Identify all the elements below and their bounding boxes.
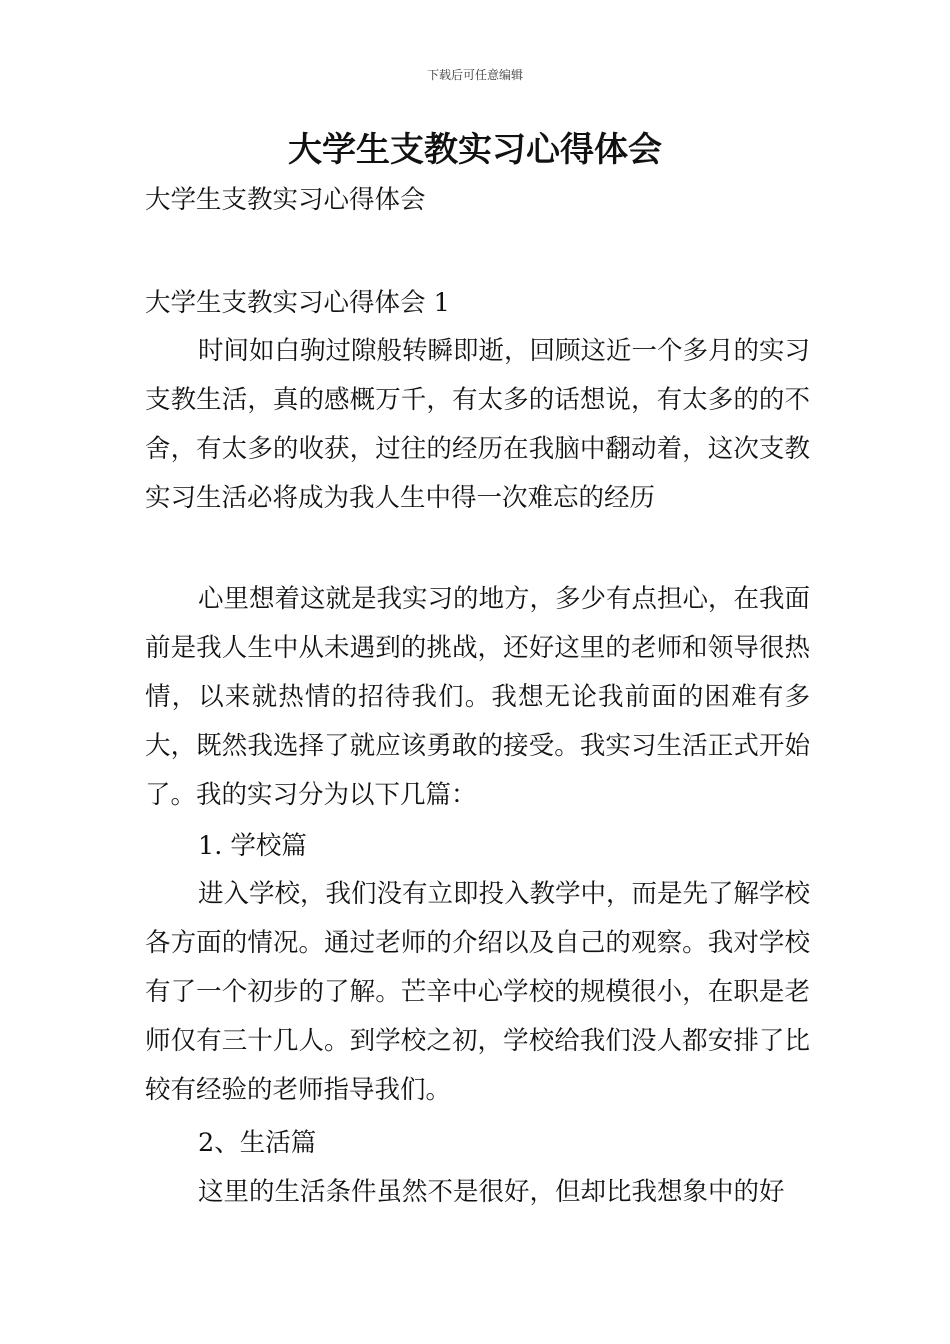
subheading-school: 1. 学校篇 xyxy=(198,831,307,861)
header-note: 下载后可任意编辑 xyxy=(426,68,523,82)
document-subtitle: 大学生支教实习心得体会 xyxy=(145,185,426,215)
paragraph-school: 进入学校，我们没有立即投入教学中，而是先了解学校各方面的情况。通过老师的介绍以及自己的观察。我对学校有了一个初步的了解。芒辛中心学校的规模很小，在职是老师仅有三十几人。到学校之初，学校给我们没人都安排了比较有经验的老师指导我们。 xyxy=(145,879,811,1105)
section-heading: 大学生支教实习心得体会 1 xyxy=(145,288,450,318)
subheading-life: 2、生活篇 xyxy=(198,1128,317,1158)
paragraph-arrival: 心里想着这就是我实习的地方，多少有点担心，在我面前是我人生中从未遇到的挑战，还好这里的老师和领导很热情，以来就热情的招待我们。我想无论我前面的困难有多大，既然我选择了就应该勇敢的接受。我实习生活正式开始了。我的实习分为以下几篇： xyxy=(145,584,811,810)
document-title: 大学生支教实习心得体会 xyxy=(288,130,662,170)
paragraph-intro: 时间如白驹过隙般转瞬即逝，回顾这近一个多月的实习支教生活，真的感概万千，有太多的话想说，有太多的的不舍，有太多的收获，过往的经历在我脑中翻动着，这次支教实习生活必将成为我人生中得一次难忘的经历 xyxy=(145,336,811,513)
paragraph-life: 这里的生活条件虽然不是很好，但却比我想象中的好 xyxy=(198,1177,785,1207)
